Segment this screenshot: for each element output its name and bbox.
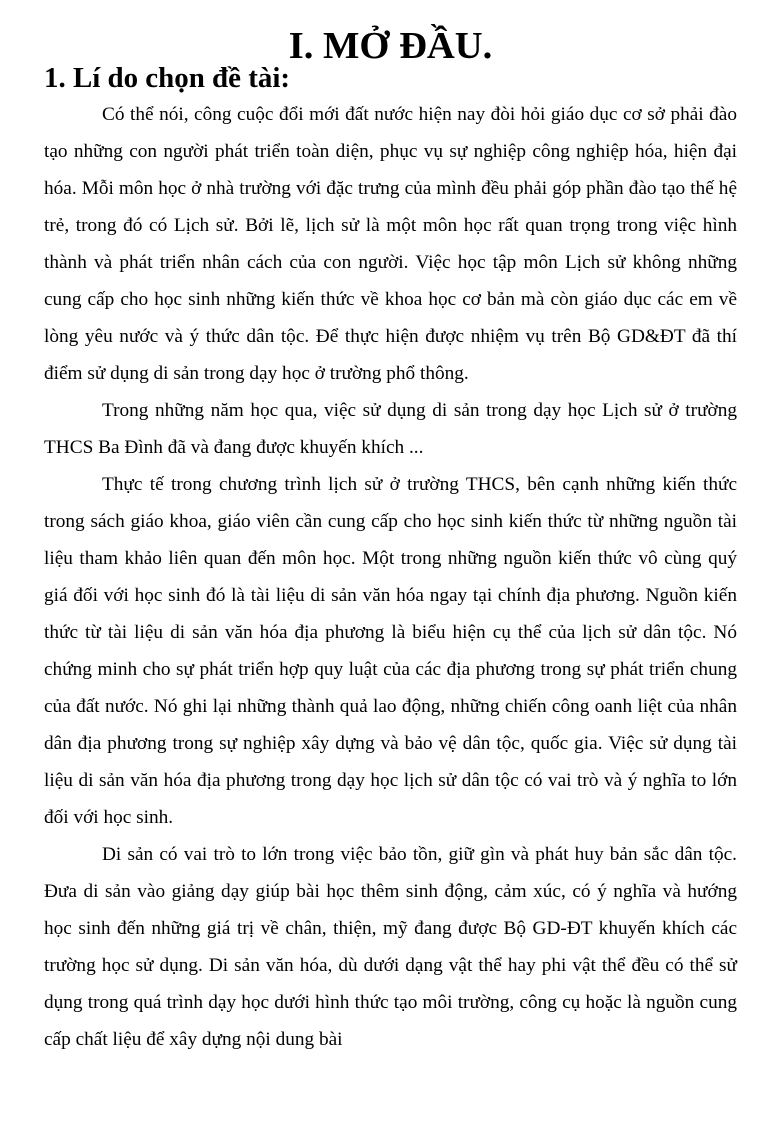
- body-paragraph: Di sản có vai trò to lớn trong việc bảo tồn, giữ gìn và phát huy bản sắc dân tộc. Đưa di sản vào giảng dạy giúp bài học thêm sinh động, cảm xúc, có ý nghĩa và hướng học sinh đến những giá trị về chân, thiện, mỹ đang được Bộ GD-ĐT khuyến khích các trường học sử dụng. Di sản văn hóa, dù dưới dạng vật thể hay phi vật thể đều có thể sử dụng trong quá trình dạy học dưới hình thức tạo môi trường, công cụ hoặc là nguồn cung cấp chất liệu để xây dựng nội dung bài: [44, 844, 737, 1050]
- document-title: I. MỞ ĐẦU.: [288, 25, 493, 67]
- body-paragraph: Trong những năm học qua, việc sử dụng di sản trong dạy học Lịch sử ở trường THCS Ba Đình đã và đang được khuyến khích ...: [44, 400, 737, 458]
- body-paragraph: Thực tế trong chương trình lịch sử ở trường THCS, bên cạnh những kiến thức trong sách giáo khoa, giáo viên cần cung cấp cho học sinh kiến thức từ những nguồn tài liệu tham khảo liên quan đến môn học. Một trong những nguồn kiến thức vô cùng quý giá đối với học sinh đó là tài liệu di sản văn hóa ngay tại chính địa phương. Nguồn kiến thức từ tài liệu di sản văn hóa địa phương là biểu hiện cụ thể của lịch sử dân tộc. Nó chứng minh cho sự phát triển hợp quy luật của các địa phương trong sự phát triển chung của đất nước. Nó ghi lại những thành quả lao động, những chiến công oanh liệt của nhân dân địa phương trong sự nghiệp xây dựng và bảo vệ dân tộc, quốc gia. Việc sử dụng tài liệu di sản văn hóa địa phương trong dạy học lịch sử dân tộc có vai trò và ý nghĩa to lớn đối với học sinh.: [44, 474, 737, 828]
- section-heading: 1. Lí do chọn đề tài:: [44, 62, 290, 94]
- body-paragraph: Có thể nói, công cuộc đổi mới đất nước hiện nay đòi hỏi giáo dục cơ sở phải đào tạo những con người phát triển toàn diện, phục vụ sự nghiệp công nghiệp hóa, hiện đại hóa. Mỗi môn học ở nhà trường với đặc trưng của mình đều phải góp phần đào tạo thế hệ trẻ, trong đó có Lịch sử. Bởi lẽ, lịch sử là một môn học rất quan trọng trong việc hình thành và phát triển nhân cách của con người. Việc học tập môn Lịch sử không những cung cấp cho học sinh những kiến thức về khoa học cơ bản mà còn giáo dục các em về lòng yêu nước và ý thức dân tộc. Để thực hiện được nhiệm vụ trên Bộ GD&ĐT đã thí điểm sử dụng di sản trong dạy học ở trường phổ thông.: [44, 104, 737, 384]
